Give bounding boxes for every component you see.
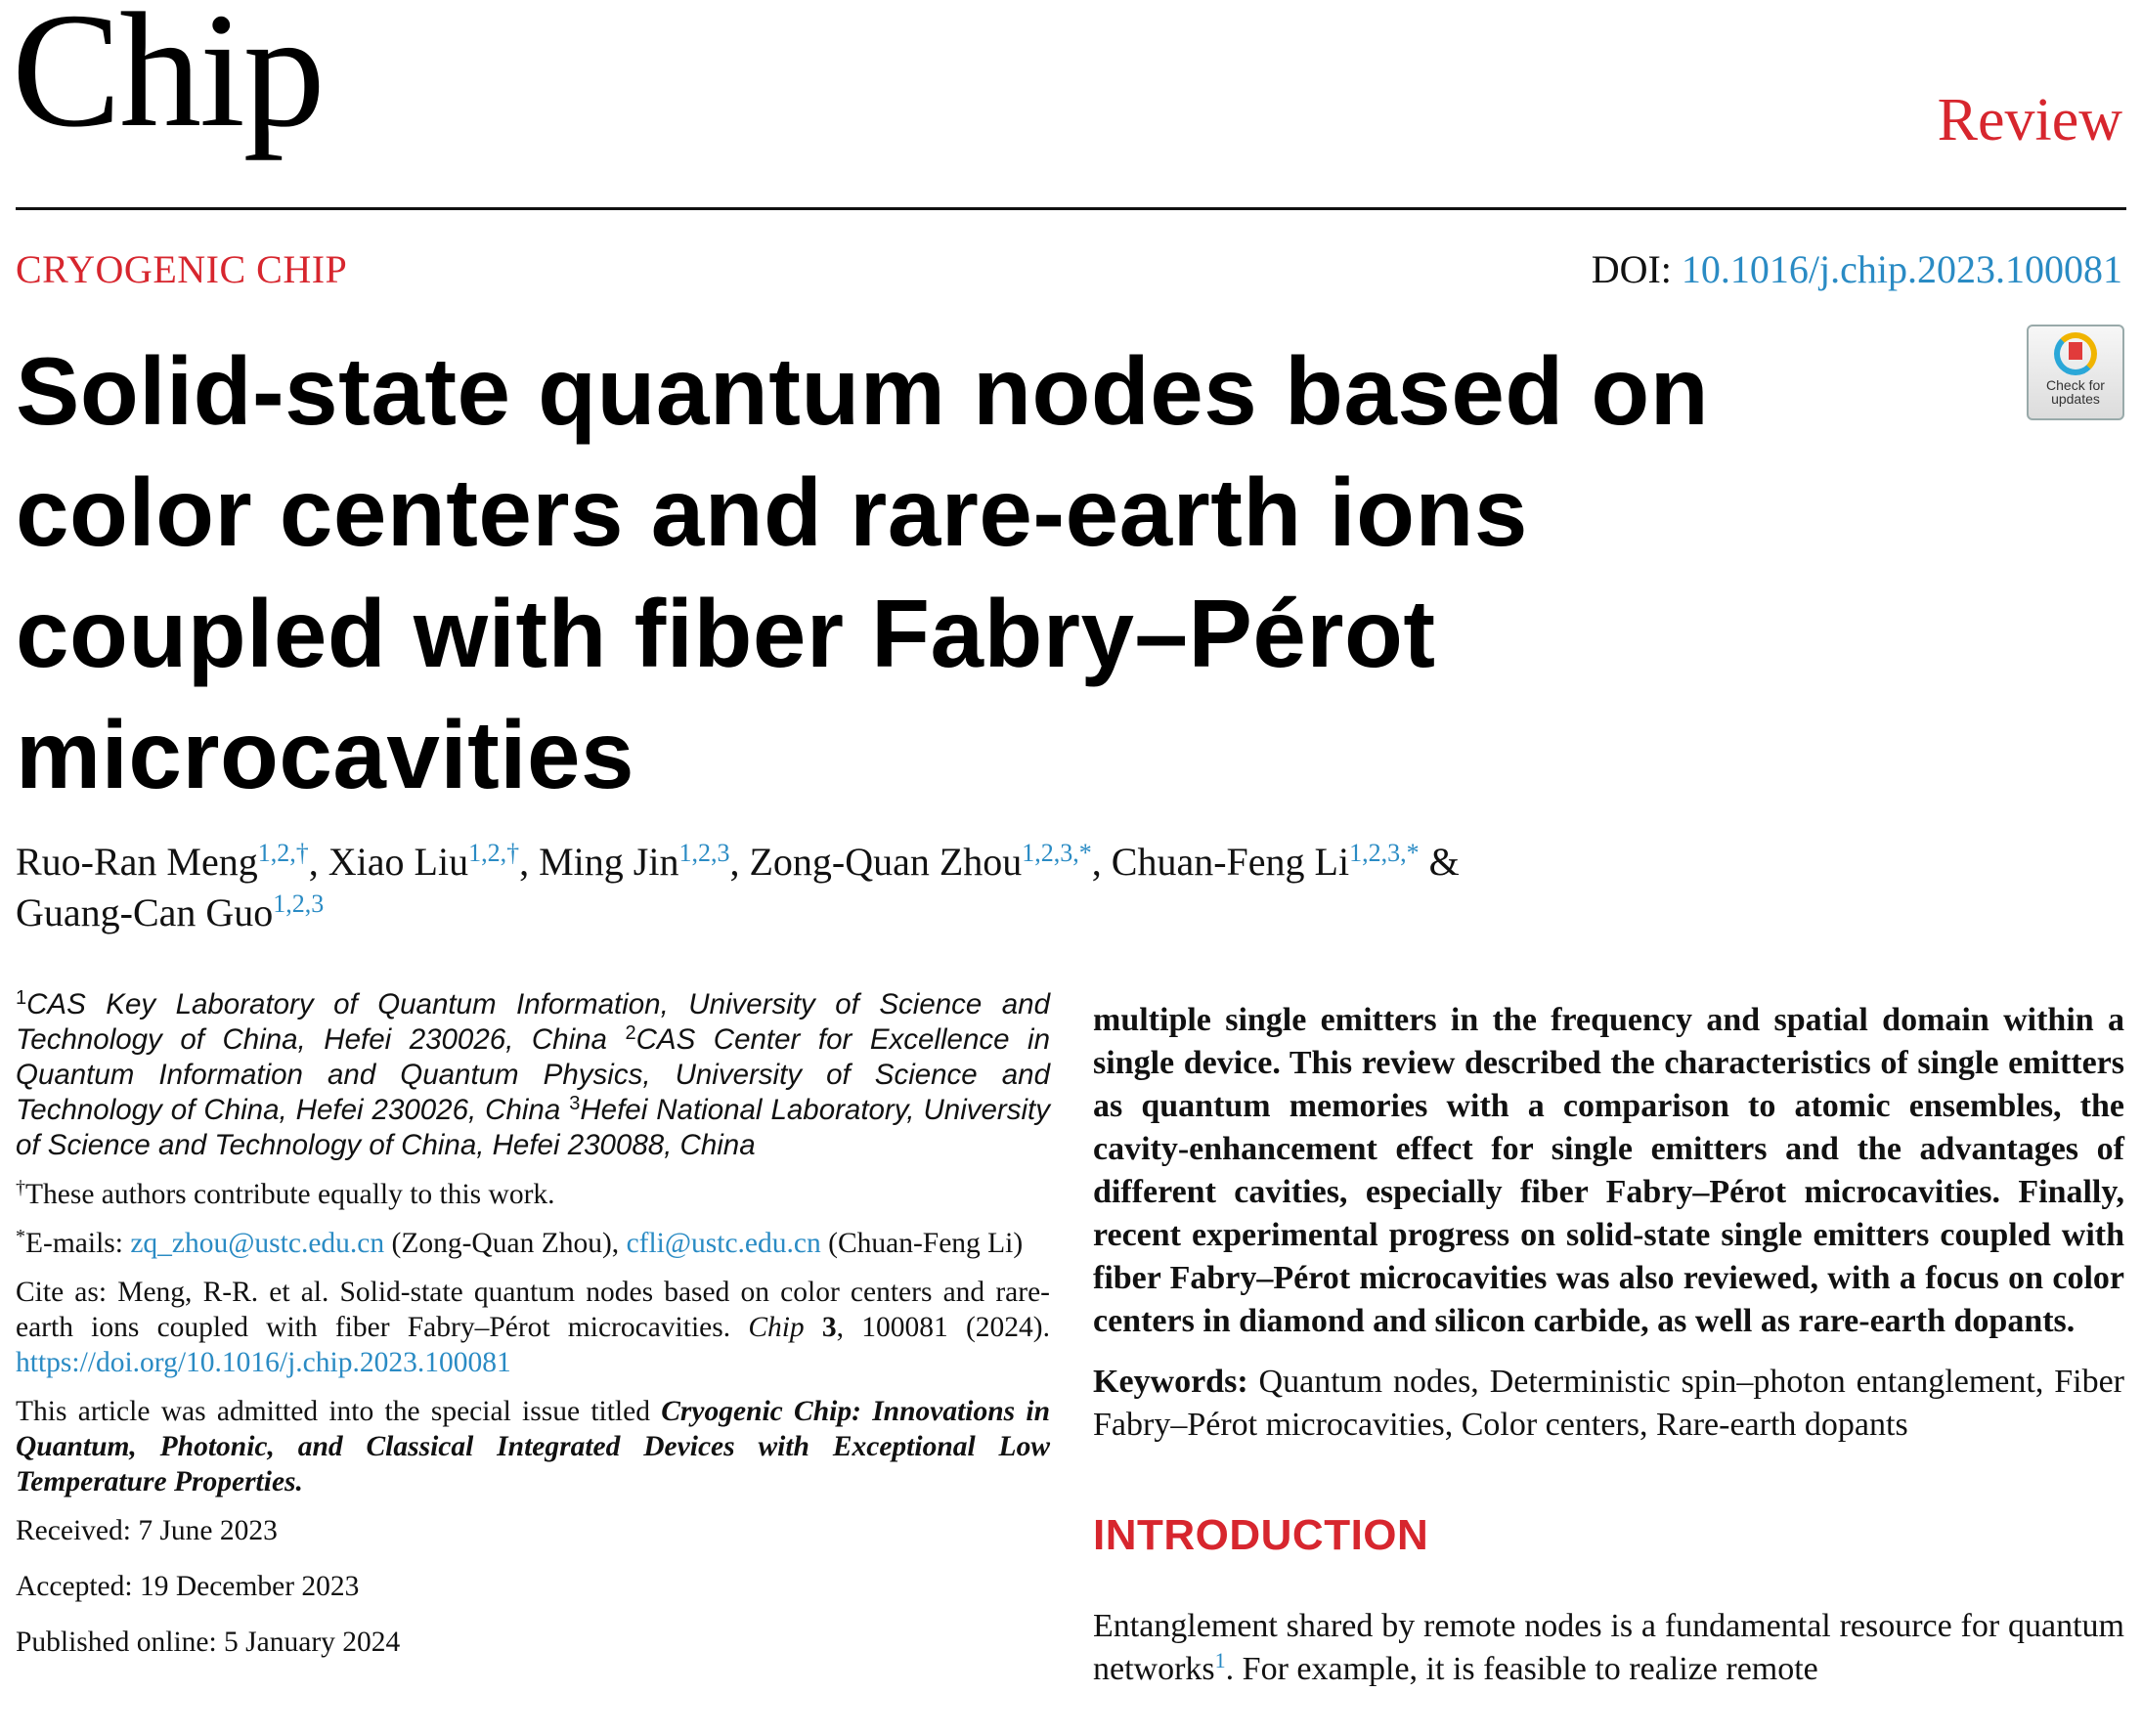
left-column — [16, 987, 1050, 1680]
author-affiliation[interactable]: 1,2,3,* — [1349, 839, 1420, 867]
doi-label: DOI: — [1591, 247, 1682, 291]
email-link[interactable]: cfli@ustc.edu.cn — [626, 1228, 821, 1259]
email-link[interactable]: zq_zhou@ustc.edu.cn — [130, 1228, 385, 1259]
affiliation-mark: 2 — [625, 1022, 636, 1044]
affiliation-text: CAS Key Laboratory of Quantum Information, University of Science and Technology of China, Hefei 230026, China — [16, 988, 1050, 1056]
published-date: Published online: 5 January 2024 — [16, 1627, 401, 1658]
intro-text: . For example, it is feasible to realize remote — [1225, 1651, 1818, 1687]
abstract-text: multiple single emitters in the frequency and spatial domain within a single device. This review described the characteristics of single emitters as quantum memories with a comparison to atomic ensembles, the cavity-enhancement effect for single emitters and the advantages of different cavities, especially fiber Fabry–Pérot microcavities. Finally, recent experimental progress on solid-state single emitters coupled with fiber Fabry–Pérot microcavities was also reviewed, with a focus on color centers in diamond and silicon carbide, as well as rare-earth dopants. — [1093, 1002, 2124, 1339]
special-issue-title: Cryogenic Chip: Innovations in Quantum, Photonic, and Classical Integrated Devices with Exceptional Low Temperature Properties. — [16, 1396, 1050, 1497]
author-name: Ming Jin — [539, 840, 679, 884]
note-text: These authors contribute equally to this work. — [25, 1179, 555, 1210]
section-tag: CRYOGENIC CHIP — [16, 247, 348, 291]
email-label: E-mails: — [25, 1228, 131, 1259]
doi — [1592, 246, 2122, 292]
check-updates-icon — [2054, 332, 2097, 375]
author-name: Guang-Can Guo — [16, 890, 274, 934]
note-mark: * — [16, 1226, 25, 1247]
citation — [16, 1275, 1050, 1380]
author-list: Ruo-Ran Meng$^{1,2,\dagger}$, Xiao Liu$^{1,2,\dagger}$, Ming Jin$^{1,2,3}$, Zong-Quan Zhou$^{1,2,3,*}$, Chuan-Feng $Li^{1,2,3,*}$ & Guang-Can Guo$^{1,2,3}$ — [16, 839, 1460, 934]
special-issue-note — [16, 1394, 1050, 1499]
equal-contribution-note — [16, 1177, 1050, 1212]
affiliation-mark: 3 — [569, 1093, 581, 1114]
received-date: Received: 7 June 2023 — [16, 1515, 278, 1546]
affiliation-text: CAS Center for Excellence in Quantum Information and Quantum Physics, University of Science and Technology of China, Hefei 230026, China — [16, 1023, 1051, 1126]
author-affiliation[interactable]: 1,2,† — [257, 839, 309, 867]
right-column — [1093, 999, 2124, 1691]
header-rule — [16, 207, 2126, 210]
keywords — [1093, 1361, 2124, 1447]
author-affiliation[interactable]: 1,2,3,* — [1022, 839, 1092, 867]
affiliations — [16, 987, 1050, 1163]
intro-text: Entanglement shared by remote nodes is a fundamental resource for quantum networks — [1093, 1608, 2124, 1687]
introduction-paragraph — [1093, 1605, 2124, 1691]
article-type: Review — [1937, 87, 2122, 153]
citation-text: Cite as: Meng, R-R. et al. Solid-state quantum nodes based on color centers and rare-earth ions coupled with fiber Fabry–Pérot microcavities. — [16, 1277, 1050, 1343]
author-affiliation[interactable]: 1,2,3 — [273, 890, 325, 918]
doi-link[interactable]: 10.1016/j.chip.2023.100081 — [1681, 247, 2122, 291]
citation-volume: 3 — [821, 1312, 837, 1343]
author-name: Xiao Liu — [328, 840, 469, 884]
author-name: Ruo-Ran Meng — [16, 840, 258, 884]
accepted-date: Accepted: 19 December 2023 — [16, 1571, 360, 1602]
citation-text: , 100081 (2024). — [836, 1312, 1050, 1343]
author-affiliation[interactable]: 1,2,† — [468, 839, 520, 867]
journal-name: Chip — [12, 0, 324, 161]
email-owner: (Chuan-Feng Li) — [820, 1228, 1024, 1259]
author-affiliation[interactable]: 1,2,3 — [678, 839, 730, 867]
note-mark: † — [16, 1177, 25, 1198]
author-name: Zong-Quan Zhou — [749, 840, 1023, 884]
citation-url[interactable]: https://doi.org/10.1016/j.chip.2023.100081 — [16, 1347, 511, 1378]
keywords-label: Keywords: — [1093, 1364, 1248, 1400]
check-updates-label: Check for updates — [2046, 377, 2105, 407]
affiliation-text: Hefei National Laboratory, University of Science and Technology of China, Hefei 230088, China — [16, 1094, 1050, 1161]
introduction-heading: INTRODUCTION — [1093, 1511, 1429, 1559]
article-title: Solid-state quantum nodes based on color centers and rare-earth ions coupled with fiber Fabry–Pérot microcavities — [16, 337, 1710, 808]
citation-journal: Chip — [748, 1312, 805, 1343]
email-owner: (Zong-Quan Zhou), — [384, 1228, 627, 1259]
keywords-list: Quantum nodes, Deterministic spin–photon entanglement, Fiber Fabry–Pérot microcavities, Color centers, Rare-earth dopants — [1093, 1364, 2124, 1443]
email-note — [16, 1226, 1050, 1261]
affiliation-mark: 1 — [16, 987, 27, 1009]
special-issue-text: This article was admitted into the special issue titled — [16, 1396, 662, 1427]
check-for-updates-button[interactable] — [2027, 325, 2124, 420]
author-name: Chuan-Feng Li — [1111, 840, 1350, 884]
reference-link[interactable]: 1 — [1214, 1648, 1226, 1672]
